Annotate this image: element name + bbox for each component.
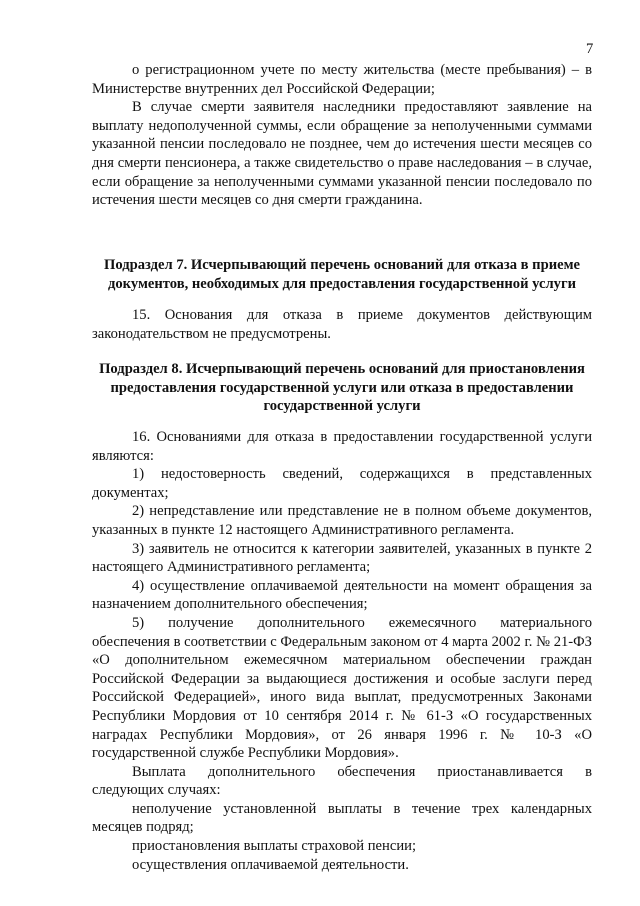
suspension-case-3: осуществления оплачиваемой деятельности. [132,856,409,873]
paragraph-16: 16. Основаниями для отказа в предоставлении государственной услуги являются: [92,429,592,464]
subsection-7-body [92,306,592,343]
subsection-7 [92,256,592,293]
subsection-7-heading: Подраздел 7. Исчерпывающий перечень оснований для отказа в приеме документов, необходимых для предоставления государственной услуги [104,257,580,292]
paragraph-registration: о регистрационном учете по месту жительства (месте пребывания) – в Министерстве внутренних дел Российской Федерации; [92,62,592,97]
list-item-2: 2) непредставление или представление не в полном объеме документов, указанных в пункте 12 настоящего Административного регламента. [92,503,592,538]
paragraph-15: 15. Основания для отказа в приеме документов действующим законодательством не предусмотрены. [92,307,592,342]
subsection-8-heading: Подраздел 8. Исчерпывающий перечень оснований для приостановления предоставления государственной услуги или отказа в предоставлении государственной услуги [99,361,585,415]
top-paragraphs [92,61,592,210]
subsection-8-body [92,428,592,874]
list-item-3: 3) заявитель не относится к категории заявителей, указанных в пункте 2 настоящего Административного регламента; [92,540,592,576]
suspension-case-2: приостановления выплаты страховой пенсии; [132,838,416,855]
subsection-8 [92,360,592,416]
paragraph-suspension: Выплата дополнительного обеспечения приостанавливается в следующих случаях: [92,763,592,799]
paragraph-heirs: В случае смерти заявителя наследники предоставляют заявление на выплату недополученной суммы, если обращение за неполученными суммами указанной пенсии последовало не позднее, чем до истечения шести месяцев со дня смерти пенсионера, а также свидетельство о праве наследования – в случае, если обращение за неполученными суммами указанной пенсии последовало по истечения шести месяцев со дня смерти гражданина. [92,99,592,209]
list-item-4: 4) осуществление оплачиваемой деятельности на момент обращения за назначением дополнительного обеспечения; [92,577,592,613]
suspension-case-1: неполучение установленной выплаты в течение трех календарных месяцев подряд; [92,800,592,836]
page-number: 7 [586,41,594,57]
list-item-1: 1) недостоверность сведений, содержащихся в представленных документах; [92,466,592,501]
list-item-5: 5) получение дополнительного ежемесячного материального обеспечения в соответствии с Федеральным законом от 4 марта 2002 г. № 21-ФЗ «О дополнительном ежемесячном материальном обеспечении граждан Российской Федерации за выдающиеся достижения и особые заслуги перед Российской Федерацией», иного вида выплат, предусмотренных Законами Республики Мордовия от 10 сентября 2014 г. № 61-З «О государственных наградах Республики Мордовия», от 26 января 1996 г. № 10-З «О государственной службе Республики Мордовия». [92,614,592,762]
